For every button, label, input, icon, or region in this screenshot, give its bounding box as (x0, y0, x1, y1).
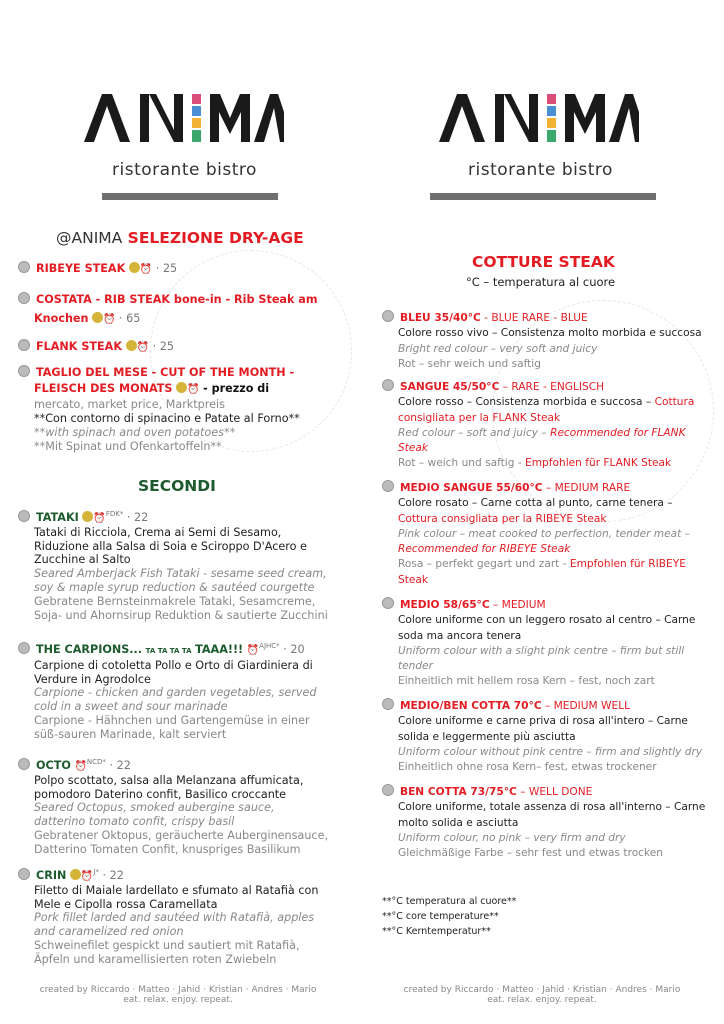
doneness-bleu: BLEU 35/40°C - BLUE RARE - BLUE Colore rosso vivo – Consistenza molto morbida e succosa Bright red colour – very soft and juicy Rot – sehr weich und saftig (382, 310, 712, 372)
menu-item-flank: FLANK STEAK ⏰ · 25 (18, 339, 174, 355)
secondi-heading: SECONDI (138, 477, 216, 495)
brand-subtitle: ristorante bistro (112, 160, 257, 180)
clock-icon: ⏰ (246, 645, 260, 656)
bullet-icon (18, 868, 30, 880)
bullet-icon (382, 310, 394, 322)
logo (434, 92, 644, 152)
doneness-ben-cotta: BEN COTTA 73/75°C – WELL DONE Colore uniforme, totale assenza di rosa all'interno – Carne molto solida e asciutta Uniform colour, no pink – very firm and dry Gleichmäßige Farbe – sehr fest und etwas trocken (382, 784, 712, 861)
bullet-icon (18, 261, 30, 273)
bullet-icon (382, 480, 394, 492)
clock-icon: ⏰ (103, 314, 116, 325)
bullet-icon (18, 758, 30, 770)
clock-icon: ⏰ (136, 342, 150, 353)
anima-logo-icon (84, 92, 284, 144)
clock-icon: ⏰ (139, 264, 153, 275)
menu-item-tataki: TATAKI ⏰$^{FDK*}$ · 22 Tataki di Ricciola, Crema ai Semi di Sesamo, Riduzione alla Salsa di Soia e Sciroppo D'Acero e Zucchine al Salto Seared Amberjack Fish Tataki - sesame seed cream, soy & maple syrup reduction & sautéed courgette Gebratene Bernsteinmakrele Tataki, Sesamcreme, Soja- und Ahornsirup Reduktion & sautierte Zucchini (18, 508, 353, 622)
bullet-icon (382, 784, 394, 796)
footer: created by Riccardo · Matteo · Jahid · Kristian · Andres · Mario eat. relax. enjoy. repeat. (39, 985, 317, 1005)
header-divider (430, 193, 656, 200)
menu-item-octo: OCTO ⏰$^{NCD*}$ · 22 Polpo scottato, salsa alla Melanzana affumicata, pomodoro Daterino confit, Basilico croccante Seared Octopus, smoked aubergine sauce, datterino tomato confit, crispy basil Gebratener Oktopus, geräucherte Auberginensauce, Datterino Tomaten Confit, knuspriges Basilikum (18, 756, 353, 857)
menu-item-crin: CRIN ⏰$^{J*}$ · 22 Filetto di Maiale lardellato e sfumato al Ratafià con Mele e Cipolla rossa Caramellata Pork fillet larded and sautéed with Ratafià, apples and caramelized red onion Schweinefilet gespickt und sautiert mit Ratafià, Äpfeln und karamellisierten roten Zwiebeln (18, 866, 353, 967)
clock-icon: ⏰ (80, 871, 94, 882)
doneness-medio: MEDIO 58/65°C – MEDIUM Colore uniforme con un leggero rosato al centro – Carne soda ma ancora tenera Uniform colour with a slight pink centre – firm but still tender Einheitlich mit hellem rosa Kern – fest, noch zart (382, 597, 712, 690)
header-divider (102, 193, 278, 200)
bullet-icon (18, 292, 30, 304)
anima-logo-icon (434, 92, 644, 144)
bullet-icon (382, 698, 394, 710)
menu-item-costata: COSTATA - RIB STEAK bone-in - Rib Steak am Knochen ⏰ · 65 (18, 290, 348, 329)
clock-icon: ⏰ (93, 513, 106, 524)
allergen-icon (70, 869, 81, 880)
bullet-icon (382, 379, 394, 391)
temperature-notes: **°C temperatura al cuore** **°C core temperature** **°C Kerntemperatur** (382, 896, 517, 937)
clock-icon: ⏰ (74, 761, 87, 772)
bullet-icon (18, 642, 30, 654)
allergen-icon (92, 312, 103, 323)
bullet-icon (18, 365, 30, 377)
brand-subtitle: ristorante bistro (468, 160, 613, 180)
bullet-icon (18, 339, 30, 351)
right-page (362, 0, 724, 1024)
menu-item-carpions: THE CARPIONS... TA TA TA TA TAAA!!! ⏰$^{AJHC*}$ · 20 Carpione di cotoletta Pollo e Orto di Giardiniera di Verdure in Agrodolce Carpione - chicken and garden vegetables, served cold in a sweet and sour marinade Carpione - Hähnchen und Gartengemüse in einer süß-sauren Marinade, kalt serviert (18, 640, 353, 742)
footer: created by Riccardo · Matteo · Jahid · Kristian · Andres · Mario eat. relax. enjoy. repeat. (403, 985, 681, 1005)
doneness-medio-ben-cotta: MEDIO/BEN COTTA 70°C – MEDIUM WELL Colore uniforme e carne priva di rosa all'intero – Carne solida e leggermente più asciutta Uniform colour without pink centre – firm and slightly dry Einheitlich ohne rosa Kern– fest, etwas trockener (382, 698, 712, 775)
bullet-icon (382, 597, 394, 609)
logo (84, 92, 284, 152)
allergen-icon (82, 511, 93, 522)
doneness-medio-sangue: MEDIO SANGUE 55/60°C – MEDIUM RARE Colore rosato – Carne cotta al punto, carne tenera – Cottura consigliata per la RIBEYE Steak Pink colour – meat cooked to perfection, tender meat – Recommended for RIBEYE Steak Rosa – perfekt gegart und zart - Empfohlen für RIBEYE Steak (382, 480, 712, 588)
clock-icon: ⏰ (187, 384, 200, 395)
cotture-subtitle: °C – temperatura al cuore (466, 275, 616, 289)
allergen-icon (129, 262, 140, 273)
dryage-heading: @ANIMA SELEZIONE DRY-AGE (56, 229, 304, 247)
doneness-sangue: SANGUE 45/50°C – RARE - ENGLISCH Colore rosso – Consistenza morbida e succosa – Cottura consigliata per la FLANK Steak Red colour – soft and juicy – Recommended for FLANK Steak Rot – weich und saftig - Empfohlen für FLANK Steak (382, 379, 712, 472)
allergen-icon (176, 382, 187, 393)
allergen-icon (126, 340, 137, 351)
cotture-heading: COTTURE STEAK (472, 253, 615, 271)
menu-item-ribeye: RIBEYE STEAK ⏰ · 25 (18, 261, 177, 277)
bullet-icon (18, 510, 30, 522)
menu-item-taglio: TAGLIO DEL MESE - CUT OF THE MONTH - FLEISCH DES MONATS ⏰ - prezzo di mercato, market price, Marktpreis **Con contorno di spinacino e Patate al Forno** **with spinach and oven potatoes** **Mit Spinat und Ofenkartoffeln** (18, 365, 353, 454)
